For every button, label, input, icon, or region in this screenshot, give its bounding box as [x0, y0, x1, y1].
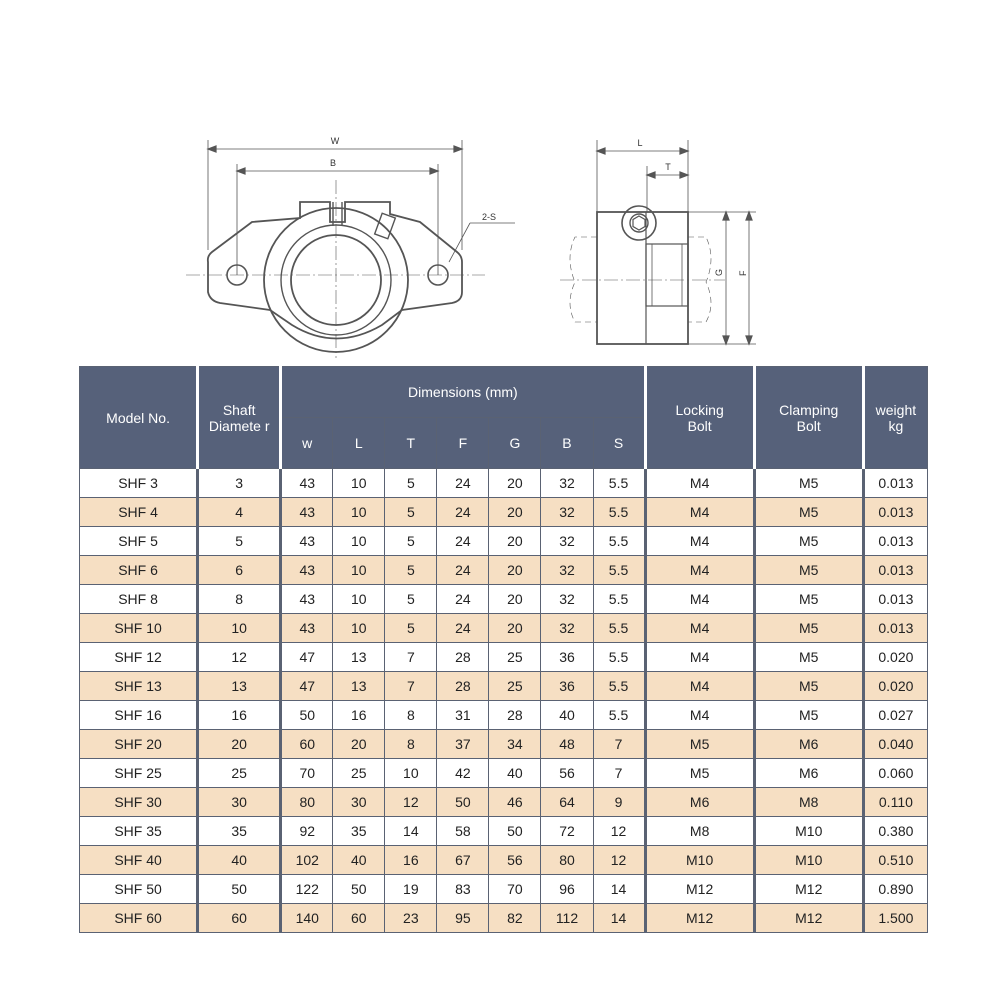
- table-cell: M5: [754, 672, 863, 701]
- table-cell: 10: [385, 759, 437, 788]
- table-cell: 0.380: [863, 817, 927, 846]
- table-cell: 34: [489, 730, 541, 759]
- table-cell: 0.890: [863, 875, 927, 904]
- table-cell: 5: [385, 498, 437, 527]
- table-cell: 7: [385, 672, 437, 701]
- table-cell: 0.013: [863, 469, 927, 498]
- table-cell: 32: [541, 556, 593, 585]
- table-cell: 5.5: [593, 556, 645, 585]
- table-cell: M5: [754, 498, 863, 527]
- header-shaft-diameter: Shaft Diamete r: [198, 367, 281, 469]
- table-cell: M5: [754, 469, 863, 498]
- table-cell: 20: [489, 469, 541, 498]
- table-cell: 20: [489, 585, 541, 614]
- table-cell: 28: [437, 672, 489, 701]
- technical-drawing: [0, 0, 1000, 365]
- header-dim-g: G: [489, 418, 541, 469]
- table-cell: 112: [541, 904, 593, 933]
- header-dim-w: w: [281, 418, 333, 469]
- table-cell: M4: [645, 585, 754, 614]
- table-cell: 8: [198, 585, 281, 614]
- table-cell: 0.040: [863, 730, 927, 759]
- table-cell: 43: [281, 614, 333, 643]
- table-cell: 5.5: [593, 614, 645, 643]
- table-cell: 13: [198, 672, 281, 701]
- table-cell: M10: [754, 817, 863, 846]
- table-cell: 5: [385, 556, 437, 585]
- table-cell: 35: [333, 817, 385, 846]
- table-cell: 5.5: [593, 527, 645, 556]
- table-cell: 82: [489, 904, 541, 933]
- table-cell: 9: [593, 788, 645, 817]
- table-cell: 1.500: [863, 904, 927, 933]
- table-cell: 42: [437, 759, 489, 788]
- table-cell: 140: [281, 904, 333, 933]
- table-cell: 70: [489, 875, 541, 904]
- table-cell: 20: [333, 730, 385, 759]
- table-cell: 36: [541, 672, 593, 701]
- table-cell: 80: [541, 846, 593, 875]
- dim-label-f: F: [738, 270, 748, 276]
- table-cell: 23: [385, 904, 437, 933]
- table-cell: 95: [437, 904, 489, 933]
- table-cell: 24: [437, 469, 489, 498]
- table-cell: 47: [281, 672, 333, 701]
- table-cell: M4: [645, 614, 754, 643]
- table-row: [80, 585, 928, 614]
- table-cell: M8: [754, 788, 863, 817]
- table-cell: SHF 4: [80, 498, 198, 527]
- table-cell: 40: [333, 846, 385, 875]
- table-cell: 8: [385, 730, 437, 759]
- table-cell: 0.110: [863, 788, 927, 817]
- table-cell: M12: [754, 875, 863, 904]
- table-cell: 58: [437, 817, 489, 846]
- table-cell: 70: [281, 759, 333, 788]
- table-cell: 35: [198, 817, 281, 846]
- table-cell: 0.013: [863, 556, 927, 585]
- table-cell: 0.510: [863, 846, 927, 875]
- table-cell: 16: [385, 846, 437, 875]
- table-cell: M5: [754, 585, 863, 614]
- table-cell: 5: [385, 614, 437, 643]
- table-cell: M10: [754, 846, 863, 875]
- table-cell: 5.5: [593, 672, 645, 701]
- table-cell: 64: [541, 788, 593, 817]
- table-cell: 30: [333, 788, 385, 817]
- table-cell: 50: [198, 875, 281, 904]
- table-cell: M12: [754, 904, 863, 933]
- header-dimensions: Dimensions (mm): [281, 367, 645, 418]
- header-model: Model No.: [80, 367, 198, 469]
- table-cell: 40: [198, 846, 281, 875]
- table-cell: SHF 40: [80, 846, 198, 875]
- table-cell: M4: [645, 469, 754, 498]
- dim-label-t: T: [665, 162, 671, 172]
- table-cell: M4: [645, 672, 754, 701]
- table-cell: 20: [489, 498, 541, 527]
- table-cell: 20: [489, 614, 541, 643]
- table-cell: 40: [489, 759, 541, 788]
- table-cell: 14: [385, 817, 437, 846]
- table-cell: SHF 20: [80, 730, 198, 759]
- table-cell: 122: [281, 875, 333, 904]
- table-cell: 43: [281, 585, 333, 614]
- table-cell: 10: [333, 585, 385, 614]
- table-cell: 24: [437, 556, 489, 585]
- table-cell: SHF 12: [80, 643, 198, 672]
- header-clamping-bolt: Clamping Bolt: [754, 367, 863, 469]
- table-cell: 10: [333, 469, 385, 498]
- table-cell: SHF 16: [80, 701, 198, 730]
- table-row: [80, 817, 928, 846]
- table-cell: 5: [198, 527, 281, 556]
- table-cell: 0.013: [863, 498, 927, 527]
- header-dim-l: L: [333, 418, 385, 469]
- header-locking-bolt: Locking Bolt: [645, 367, 754, 469]
- table-cell: 32: [541, 585, 593, 614]
- table-cell: 0.013: [863, 585, 927, 614]
- table-cell: 25: [489, 643, 541, 672]
- table-cell: 32: [541, 527, 593, 556]
- table-cell: M4: [645, 527, 754, 556]
- table-row: [80, 527, 928, 556]
- table-cell: 67: [437, 846, 489, 875]
- table-cell: 10: [333, 498, 385, 527]
- table-cell: 28: [489, 701, 541, 730]
- table-cell: 10: [333, 527, 385, 556]
- header-weight: weight kg: [863, 367, 927, 469]
- table-cell: 32: [541, 498, 593, 527]
- table-cell: 83: [437, 875, 489, 904]
- table-cell: 60: [333, 904, 385, 933]
- table-cell: 20: [489, 556, 541, 585]
- table-cell: M5: [754, 527, 863, 556]
- table-cell: M4: [645, 498, 754, 527]
- table-cell: M6: [754, 730, 863, 759]
- table-cell: SHF 6: [80, 556, 198, 585]
- table-cell: 25: [489, 672, 541, 701]
- table-cell: SHF 8: [80, 585, 198, 614]
- table-cell: 13: [333, 672, 385, 701]
- table-row: [80, 614, 928, 643]
- dim-label-b: B: [329, 158, 337, 168]
- table-cell: 72: [541, 817, 593, 846]
- table-row: [80, 846, 928, 875]
- spec-table-body: [80, 469, 928, 933]
- table-cell: SHF 5: [80, 527, 198, 556]
- table-cell: 5.5: [593, 701, 645, 730]
- table-cell: M8: [645, 817, 754, 846]
- table-cell: 0.013: [863, 614, 927, 643]
- table-cell: 14: [593, 904, 645, 933]
- table-row: [80, 498, 928, 527]
- table-cell: 40: [541, 701, 593, 730]
- spec-table: [79, 366, 928, 933]
- table-cell: 30: [198, 788, 281, 817]
- table-cell: 48: [541, 730, 593, 759]
- table-row: [80, 759, 928, 788]
- table-cell: SHF 60: [80, 904, 198, 933]
- table-cell: M6: [754, 759, 863, 788]
- table-cell: 5.5: [593, 585, 645, 614]
- table-row: [80, 730, 928, 759]
- table-cell: 32: [541, 469, 593, 498]
- table-cell: SHF 3: [80, 469, 198, 498]
- table-cell: 50: [333, 875, 385, 904]
- table-cell: M4: [645, 556, 754, 585]
- table-cell: 10: [333, 614, 385, 643]
- table-cell: 0.060: [863, 759, 927, 788]
- table-cell: 43: [281, 527, 333, 556]
- table-cell: 5: [385, 585, 437, 614]
- table-cell: SHF 30: [80, 788, 198, 817]
- table-cell: 10: [333, 556, 385, 585]
- header-dim-t: T: [385, 418, 437, 469]
- table-row: [80, 469, 928, 498]
- table-row: [80, 875, 928, 904]
- table-cell: 60: [281, 730, 333, 759]
- table-cell: 10: [198, 614, 281, 643]
- table-cell: M5: [754, 614, 863, 643]
- table-cell: 8: [385, 701, 437, 730]
- table-cell: M4: [645, 701, 754, 730]
- table-cell: 14: [593, 875, 645, 904]
- table-cell: M12: [645, 904, 754, 933]
- table-cell: 43: [281, 556, 333, 585]
- table-cell: M10: [645, 846, 754, 875]
- table-cell: 3: [198, 469, 281, 498]
- table-cell: M6: [645, 788, 754, 817]
- table-cell: 16: [333, 701, 385, 730]
- table-cell: 25: [198, 759, 281, 788]
- table-cell: M5: [754, 556, 863, 585]
- table-cell: 12: [593, 817, 645, 846]
- header-dim-s: S: [593, 418, 645, 469]
- table-cell: 5.5: [593, 643, 645, 672]
- table-cell: 50: [437, 788, 489, 817]
- table-cell: 6: [198, 556, 281, 585]
- table-cell: M5: [754, 701, 863, 730]
- table-cell: 92: [281, 817, 333, 846]
- dim-label-g: G: [714, 268, 724, 276]
- table-cell: 0.020: [863, 672, 927, 701]
- table-cell: 28: [437, 643, 489, 672]
- table-cell: 19: [385, 875, 437, 904]
- table-cell: 0.013: [863, 527, 927, 556]
- table-cell: 7: [593, 759, 645, 788]
- table-cell: 50: [489, 817, 541, 846]
- table-cell: SHF 35: [80, 817, 198, 846]
- table-cell: 47: [281, 643, 333, 672]
- table-cell: SHF 13: [80, 672, 198, 701]
- table-cell: 0.027: [863, 701, 927, 730]
- table-cell: SHF 50: [80, 875, 198, 904]
- table-row: [80, 643, 928, 672]
- table-cell: 5.5: [593, 469, 645, 498]
- table-cell: 24: [437, 585, 489, 614]
- table-cell: 25: [333, 759, 385, 788]
- table-row: [80, 672, 928, 701]
- table-cell: 24: [437, 614, 489, 643]
- table-cell: 7: [593, 730, 645, 759]
- table-cell: M12: [645, 875, 754, 904]
- table-cell: 50: [281, 701, 333, 730]
- table-cell: 80: [281, 788, 333, 817]
- table-cell: 37: [437, 730, 489, 759]
- table-cell: M4: [645, 643, 754, 672]
- table-cell: 43: [281, 469, 333, 498]
- table-cell: 12: [385, 788, 437, 817]
- table-cell: 24: [437, 498, 489, 527]
- table-row: [80, 701, 928, 730]
- dim-label-l: L: [637, 138, 643, 148]
- table-cell: 43: [281, 498, 333, 527]
- table-cell: M5: [645, 759, 754, 788]
- header-dim-b: B: [541, 418, 593, 469]
- dim-label-s: 2-S: [482, 212, 497, 222]
- dim-label-w: W: [330, 136, 340, 146]
- table-cell: 16: [198, 701, 281, 730]
- table-cell: 56: [541, 759, 593, 788]
- table-cell: SHF 25: [80, 759, 198, 788]
- table-cell: 5: [385, 527, 437, 556]
- table-row: [80, 904, 928, 933]
- table-cell: 13: [333, 643, 385, 672]
- table-cell: 0.020: [863, 643, 927, 672]
- table-cell: 20: [198, 730, 281, 759]
- table-cell: M5: [754, 643, 863, 672]
- table-cell: 24: [437, 527, 489, 556]
- table-row: [80, 788, 928, 817]
- table-cell: 7: [385, 643, 437, 672]
- table-cell: 32: [541, 614, 593, 643]
- table-cell: 20: [489, 527, 541, 556]
- table-cell: 96: [541, 875, 593, 904]
- table-cell: 12: [593, 846, 645, 875]
- table-cell: 4: [198, 498, 281, 527]
- table-cell: 36: [541, 643, 593, 672]
- table-cell: SHF 10: [80, 614, 198, 643]
- header-dim-f: F: [437, 418, 489, 469]
- table-cell: M5: [645, 730, 754, 759]
- table-cell: 46: [489, 788, 541, 817]
- table-cell: 5: [385, 469, 437, 498]
- table-cell: 56: [489, 846, 541, 875]
- table-cell: 5.5: [593, 498, 645, 527]
- table-cell: 102: [281, 846, 333, 875]
- table-row: [80, 556, 928, 585]
- table-cell: 12: [198, 643, 281, 672]
- table-cell: 31: [437, 701, 489, 730]
- table-cell: 60: [198, 904, 281, 933]
